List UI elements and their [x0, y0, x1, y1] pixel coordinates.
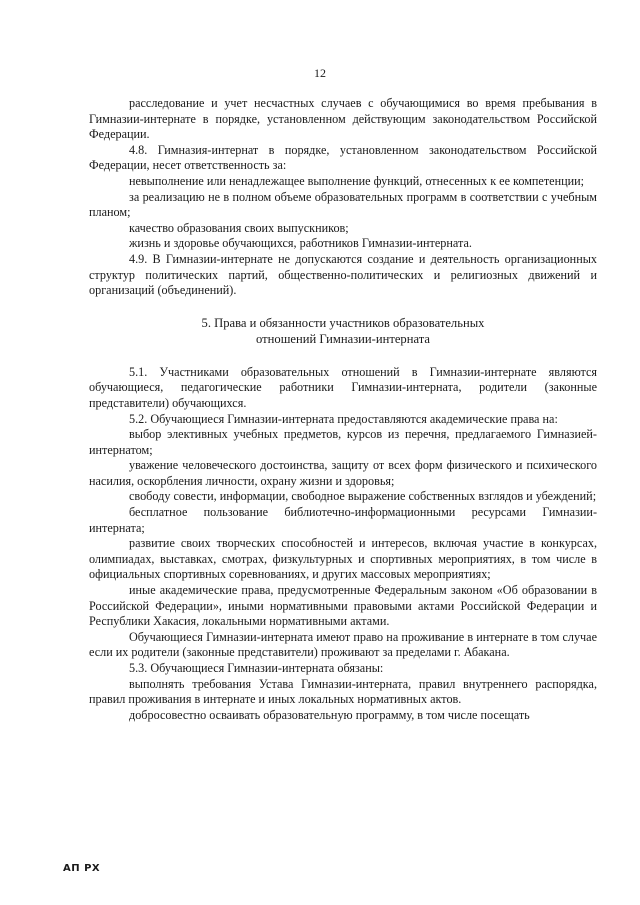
list-item: невыполнение или ненадлежащее выполнение функций, отнесенных к ее компетенции; [129, 173, 585, 188]
clause-5-2: 5.2. Обучающиеся Гимназии-интерната предоставляются академические права на: [129, 411, 558, 426]
list-item: выбор элективных учебных предметов, курсов из перечня, предлагаемого Гимназией-интернатом; [89, 427, 597, 457]
document-body [89, 96, 597, 723]
list-item: качество образования своих выпускников; [129, 220, 349, 235]
list-item: уважение человеческого достоинства, защиту от всех форм физического и психического насилия, оскорбления личности, охрану жизни и здоровья; [89, 458, 597, 488]
page-number: 12 [314, 66, 326, 80]
section-heading-line: отношений Гимназии-интерната [256, 331, 430, 346]
list-item: развитие своих творческих способностей и интересов, включая участие в конкурсах, олимпиадах, выставках, смотрах, физкультурных и спортивных мероприятиях, в том числе в официальных спортивных соревнованиях, и других массовых мероприятиях; [89, 536, 597, 582]
list-item: жизнь и здоровье обучающихся, работников Гимназии-интерната. [129, 236, 472, 251]
archive-stamp-mark: АП РХ [63, 863, 101, 874]
list-item: добросовестно осваивать образовательную программу, в том числе посещать [129, 707, 530, 722]
paragraph: Обучающиеся Гимназии-интерната имеют право на проживание в интернате в том случае если их родители (законные представители) проживают за пределами г. Абакана. [89, 629, 597, 660]
section-heading [89, 315, 597, 347]
paragraph: расследование и учет несчастных случаев с обучающимися во время пребывания в Гимназии-интернате в порядке, установленном действующим законодательством Российской Федерации. [89, 96, 597, 142]
clause-5-1: 5.1. Участниками образовательных отношений в Гимназии-интернате являются обучающиеся, педагогические работники Гимназии-интерната, родители (законные представители) обучающихся. [89, 364, 597, 410]
clause-4-9: 4.9. В Гимназии-интернате не допускаются создание и деятельность организационных структур политических партий, общественно-политических и религиозных движений и организаций (объединений). [89, 251, 597, 298]
clause-5-3: 5.3. Обучающиеся Гимназии-интерната обязаны: [129, 661, 384, 675]
section-heading-line: 5. Права и обязанности участников образовательных [201, 315, 485, 330]
list-item: свободу совести, информации, свободное выражение собственных взглядов и убеждений; [129, 489, 597, 504]
list-item: за реализацию не в полном объеме образовательных программ в соответствии с учебным планом; [89, 189, 597, 220]
clause-4-8: 4.8. Гимназия-интернат в порядке, установленном законодательством Российской Федерации, несет ответственность за: [89, 142, 597, 173]
list-item: бесплатное пользование библиотечно-информационными ресурсами Гимназии-интерната; [89, 505, 597, 535]
list-item: выполнять требования Устава Гимназии-интерната, правил внутреннего распорядка, правил проживания в интернате и иных локальных нормативных актов. [89, 676, 597, 707]
list-item: иные академические права, предусмотренные Федеральным законом «Об образовании в Российской Федерации», иными нормативными правовыми актами Российской Федерации и Республики Хакасия, локальными нормативными актами. [89, 583, 597, 629]
